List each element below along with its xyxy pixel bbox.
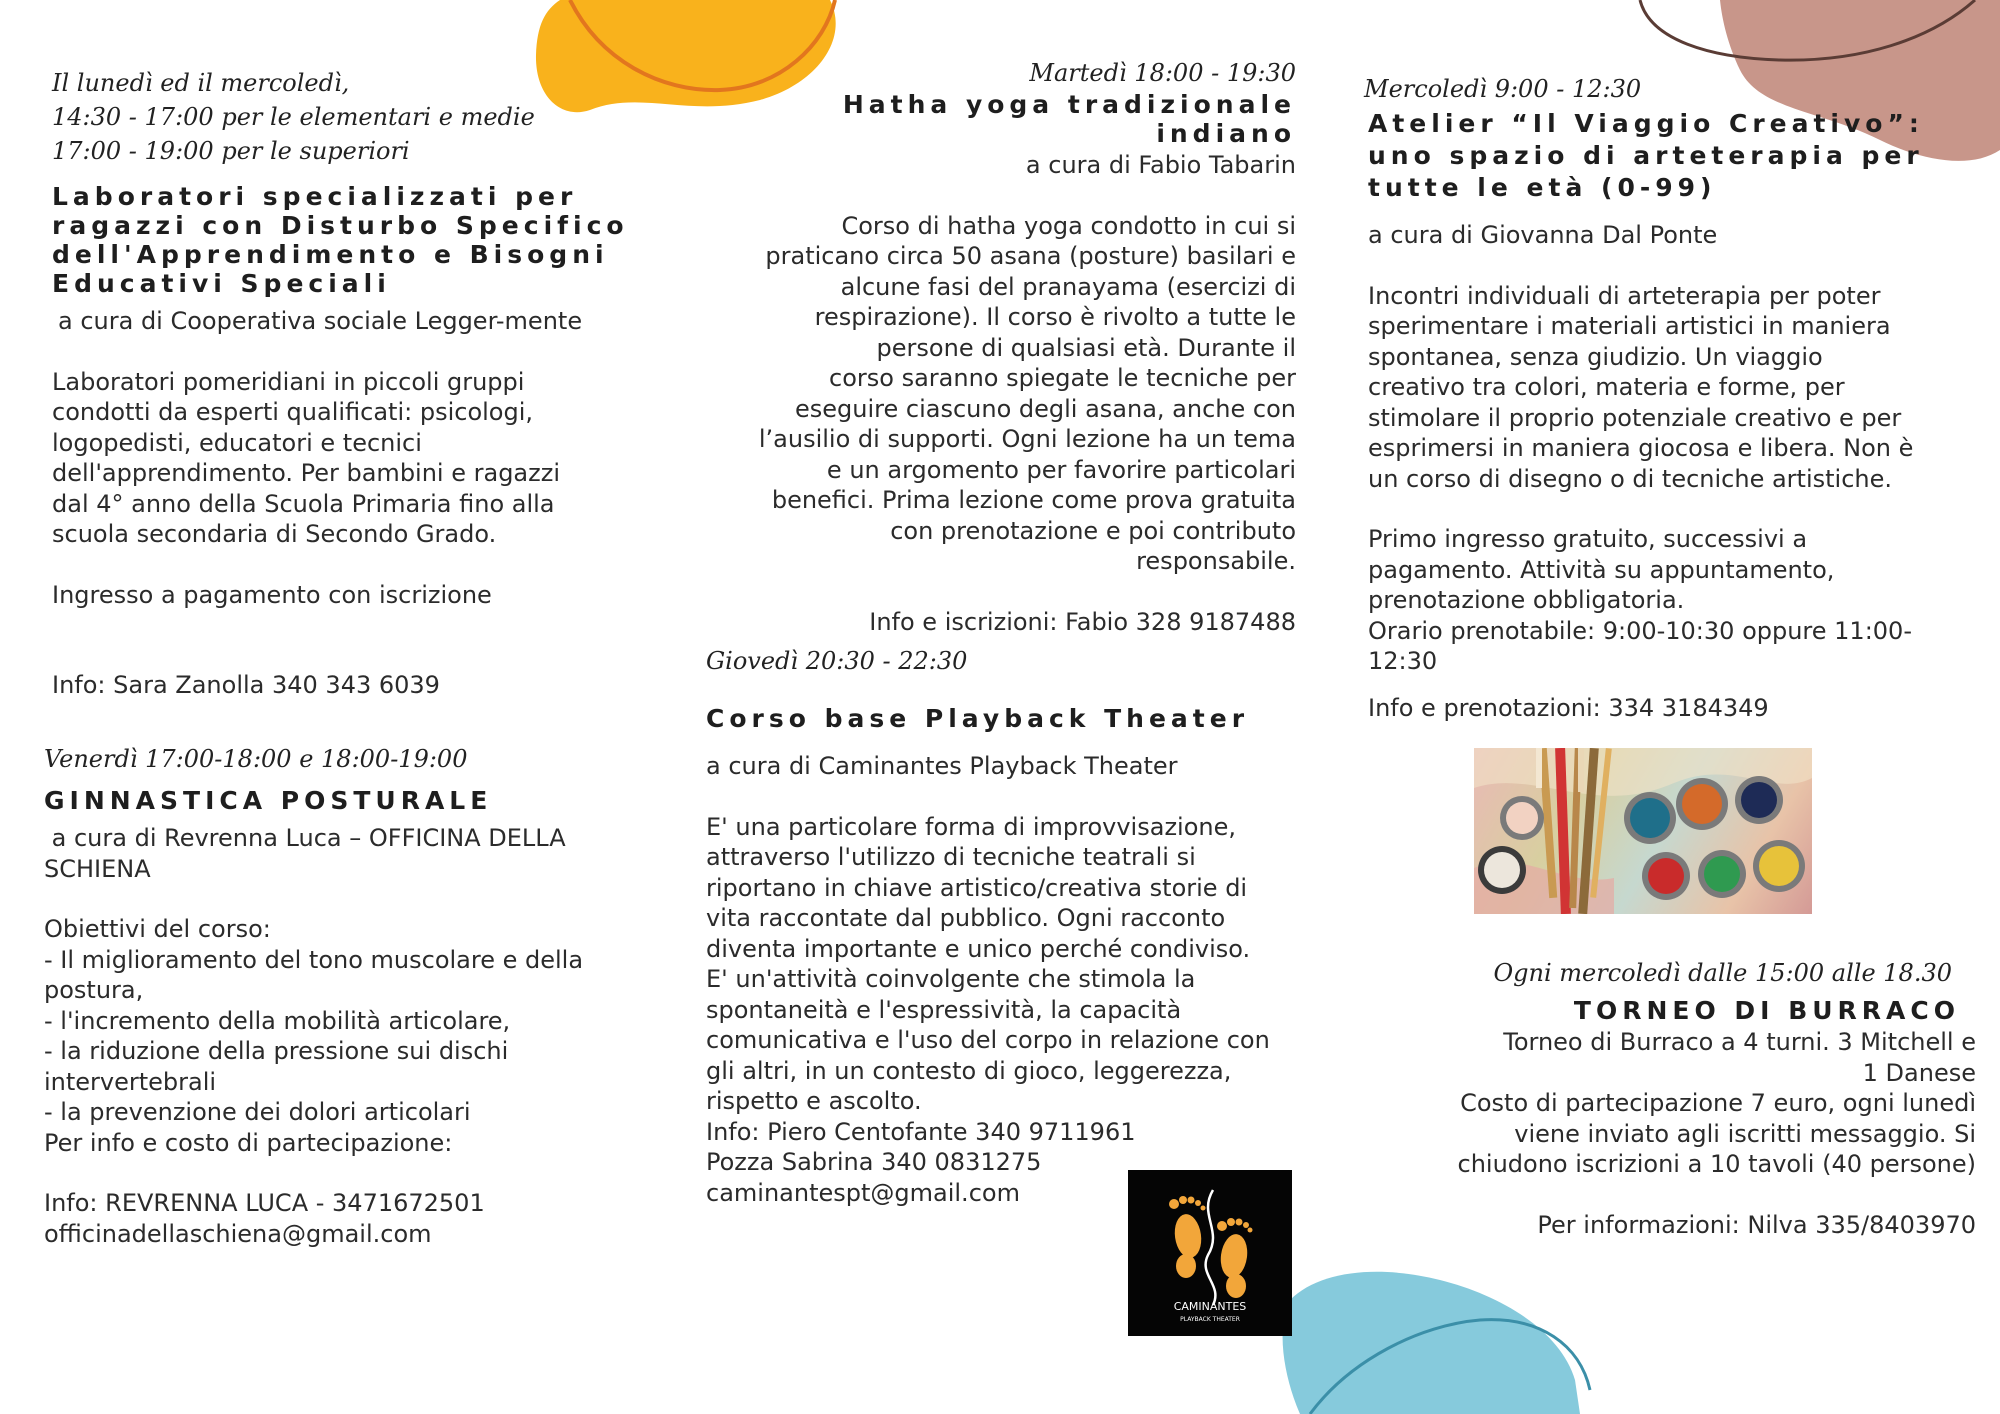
atelier-desc-line: esprimersi in maniera giocosa e libera. Non è bbox=[1368, 434, 1914, 462]
atelier-schedule: Mercoledì 9:00 - 12:30 bbox=[1364, 75, 1642, 103]
dsa-entry: Ingresso a pagamento con iscrizione bbox=[52, 580, 492, 609]
ginnastica-objective-line: - Il miglioramento del tono muscolare e della bbox=[44, 945, 584, 974]
dsa-title-line: dell'Apprendimento e Bisogni bbox=[52, 240, 609, 269]
caminantes-logo bbox=[1128, 1170, 1292, 1336]
dsa-schedule-line: Il lunedì ed il mercoledì, bbox=[52, 69, 350, 97]
dsa-title bbox=[52, 182, 652, 298]
yoga-desc-line: Corso di hatha yoga condotto in cui si bbox=[841, 211, 1296, 240]
dsa-info: Info: Sara Zanolla 340 343 6039 bbox=[52, 671, 440, 699]
playback-desc-line: caminantespt@gmail.com bbox=[706, 1178, 1020, 1207]
playback-schedule: Giovedì 20:30 - 22:30 bbox=[706, 647, 968, 675]
atelier-desc-line: spontanea, senza giudizio. Un viaggio bbox=[1368, 342, 1823, 371]
dsa-schedule-line: 14:30 - 17:00 per le elementari e medie bbox=[52, 103, 535, 131]
ginnastica-section bbox=[44, 742, 664, 1249]
atelier-desc-line: stimolare il proprio potenziale creativo e per bbox=[1368, 403, 1902, 432]
dsa-desc-line: dal 4° anno della Scuola Primaria fino alla bbox=[52, 489, 555, 518]
ginnastica-info-line: Info: REVRENNA LUCA - 3471672501 bbox=[44, 1189, 485, 1217]
atelier-description bbox=[1364, 281, 1984, 495]
atelier-desc-line: Incontri individuali di arteterapia per poter bbox=[1368, 281, 1881, 310]
yoga-section bbox=[700, 56, 1296, 637]
dsa-desc-line: Laboratori pomeridiani in piccoli gruppi bbox=[52, 367, 525, 396]
atelier-info: Info e prenotazioni: 334 3184349 bbox=[1368, 693, 1769, 722]
yoga-desc-line: persone di qualsiasi età. Durante il bbox=[876, 333, 1296, 362]
atelier-booking-line: Primo ingresso gratuito, successivi a bbox=[1368, 525, 1808, 553]
atelier-title-line: uno spazio di arteterapia per bbox=[1368, 141, 1924, 170]
playback-section bbox=[706, 644, 1326, 1208]
dsa-schedule bbox=[52, 66, 652, 168]
ginnastica-curator-line: SCHIENA bbox=[44, 854, 151, 883]
yoga-desc-line: benefici. Prima lezione come prova gratuita bbox=[771, 486, 1296, 514]
atelier-desc-line: creativo tra colori, materia e forme, per bbox=[1368, 373, 1845, 401]
ginnastica-curator bbox=[44, 823, 664, 884]
yoga-desc-line: praticano circa 50 asana (posture) basilari e bbox=[765, 242, 1296, 270]
yoga-desc-line: responsabile. bbox=[1136, 547, 1296, 575]
logo-subtitle: PLAYBACK THEATER bbox=[1180, 1316, 1240, 1323]
ginnastica-objective-line: - la prevenzione dei dolori articolari bbox=[44, 1098, 471, 1126]
dsa-title-line: Educativi Speciali bbox=[52, 269, 391, 298]
playback-desc-line: Info: Piero Centofante 340 9711961 bbox=[706, 1117, 1136, 1146]
atelier-booking-line: Orario prenotabile: 9:00-10:30 oppure 11:00- bbox=[1368, 616, 1912, 645]
dsa-description bbox=[52, 367, 652, 550]
burraco-desc-line: chiudono iscrizioni a 10 tavoli (40 persone) bbox=[1457, 1150, 1976, 1178]
dsa-curator: a cura di Cooperativa sociale Legger-mente bbox=[58, 307, 583, 335]
playback-desc-line: attraverso l'utilizzo di tecniche teatrali si bbox=[706, 843, 1196, 871]
ginnastica-info bbox=[44, 1188, 664, 1249]
ginnastica-objective-line: postura, bbox=[44, 976, 144, 1004]
footprints-icon bbox=[1128, 1170, 1292, 1336]
ginnastica-objective-line: Per info e costo di partecipazione: bbox=[44, 1128, 453, 1157]
playback-desc-line: Pozza Sabrina 340 0831275 bbox=[706, 1148, 1042, 1176]
atelier-booking-line: pagamento. Attività su appuntamento, bbox=[1368, 555, 1835, 584]
yoga-desc-line: con prenotazione e poi contributo bbox=[890, 516, 1296, 545]
atelier-desc-line: un corso di disegno o di tecniche artistiche. bbox=[1368, 464, 1893, 493]
burraco-section bbox=[1360, 956, 1976, 1240]
ginnastica-objective-line: - la riduzione della pressione sui dischi bbox=[44, 1037, 509, 1065]
atelier-title-line: Atelier “Il Viaggio Creativo”: bbox=[1368, 109, 1924, 138]
ginnastica-objective-line: intervertebrali bbox=[44, 1067, 217, 1096]
playback-curator: a cura di Caminantes Playback Theater bbox=[706, 752, 1178, 780]
dsa-desc-line: logopedisti, educatori e tecnici bbox=[52, 428, 422, 457]
atelier-desc-line: sperimentare i materiali artistici in maniera bbox=[1368, 312, 1891, 340]
yoga-description bbox=[700, 211, 1296, 577]
atelier-section bbox=[1364, 72, 1984, 723]
playback-desc-line: E' una particolare forma di improvvisazione, bbox=[706, 812, 1236, 841]
burraco-info: Per informazioni: Nilva 335/8403970 bbox=[1537, 1210, 1976, 1239]
paint-brushes-icon bbox=[1474, 748, 1812, 914]
ginnastica-info-line: officinadellaschiena@gmail.com bbox=[44, 1219, 432, 1248]
burraco-desc-line: Torneo di Burraco a 4 turni. 3 Mitchell e bbox=[1503, 1028, 1976, 1056]
playback-desc-line: diventa importante e unico perché condiviso. bbox=[706, 934, 1251, 963]
playback-desc-line: comunicativa e l'uso del corpo in relazione con bbox=[706, 1026, 1270, 1054]
dsa-title-line: Laboratori specializzati per bbox=[52, 182, 578, 211]
playback-desc-line: riportano in chiave artistico/creativa storie di bbox=[706, 873, 1248, 902]
playback-desc-line: gli altri, in un contesto di gioco, leggerezza, bbox=[706, 1056, 1232, 1085]
ginnastica-objective-line: Obiettivi del corso: bbox=[44, 915, 271, 943]
atelier-title bbox=[1364, 108, 1984, 204]
atelier-booking-line: prenotazione obbligatoria. bbox=[1368, 586, 1685, 614]
playback-desc-line: E' un'attività coinvolgente che stimola la bbox=[706, 965, 1196, 993]
burraco-desc-line: viene inviato agli iscritti messaggio. Si bbox=[1514, 1119, 1976, 1148]
ginnastica-objectives bbox=[44, 914, 664, 1158]
playback-desc-line: vita raccontate dal pubblico. Ogni racconto bbox=[706, 904, 1226, 932]
playback-desc-line: spontaneità e l'espressività, la capacità bbox=[706, 995, 1182, 1024]
dsa-section bbox=[52, 66, 652, 701]
yoga-desc-line: respirazione). Il corso è rivolto a tutte le bbox=[814, 303, 1296, 331]
dsa-desc-line: dell'apprendimento. Per bambini e ragazzi bbox=[52, 459, 560, 487]
playback-desc-line: rispetto e ascolto. bbox=[706, 1087, 922, 1115]
atelier-title-line: tutte le età (0-99) bbox=[1368, 173, 1717, 202]
yoga-title: Hatha yoga tradizionale indiano bbox=[842, 90, 1296, 148]
ginnastica-title: GINNASTICA POSTURALE bbox=[44, 786, 493, 815]
logo-name: CAMINANTES bbox=[1173, 1300, 1247, 1313]
dsa-desc-line: scuola secondaria di Secondo Grado. bbox=[52, 520, 497, 548]
atelier-booking-line: 12:30 bbox=[1368, 647, 1438, 675]
burraco-description bbox=[1360, 1027, 1976, 1180]
dsa-schedule-line: 17:00 - 19:00 per le superiori bbox=[52, 137, 410, 165]
yoga-desc-line: l’ausilio di supporti. Ogni lezione ha un tema bbox=[758, 425, 1296, 453]
yoga-desc-line: eseguire ciascuno degli asana, anche con bbox=[795, 394, 1296, 423]
playback-description bbox=[706, 812, 1326, 1209]
yoga-desc-line: alcune fasi del pranayama (esercizi di bbox=[840, 272, 1296, 301]
burraco-desc-line: Costo di partecipazione 7 euro, ogni lunedì bbox=[1460, 1089, 1976, 1117]
dsa-desc-line: condotti da esperti qualificati: psicologi, bbox=[52, 398, 534, 426]
dsa-title-line: ragazzi con Disturbo Specifico bbox=[52, 211, 629, 240]
yoga-info: Info e iscrizioni: Fabio 328 9187488 bbox=[869, 607, 1296, 636]
burraco-desc-line: 1 Danese bbox=[1862, 1058, 1976, 1087]
burraco-title: TORNEO DI BURRACO bbox=[1573, 996, 1960, 1025]
yoga-desc-line: e un argomento per favorire particolari bbox=[826, 455, 1296, 484]
yoga-schedule: Martedì 18:00 - 19:30 bbox=[1029, 59, 1296, 87]
burraco-schedule: Ogni mercoledì dalle 15:00 alle 18.30 bbox=[1493, 959, 1952, 987]
atelier-curator: a cura di Giovanna Dal Ponte bbox=[1368, 221, 1718, 249]
yoga-desc-line: corso saranno spiegate le tecniche per bbox=[829, 364, 1296, 392]
atelier-booking bbox=[1364, 524, 1984, 677]
ginnastica-objective-line: - l'incremento della mobilità articolare, bbox=[44, 1006, 511, 1035]
art-supplies-image bbox=[1474, 748, 1812, 914]
playback-title: Corso base Playback Theater bbox=[706, 704, 1250, 733]
ginnastica-schedule: Venerdì 17:00-18:00 e 18:00-19:00 bbox=[44, 745, 468, 773]
yoga-curator: a cura di Fabio Tabarin bbox=[1025, 151, 1296, 179]
ginnastica-curator-line: a cura di Revrenna Luca – OFFICINA DELLA bbox=[44, 824, 566, 852]
